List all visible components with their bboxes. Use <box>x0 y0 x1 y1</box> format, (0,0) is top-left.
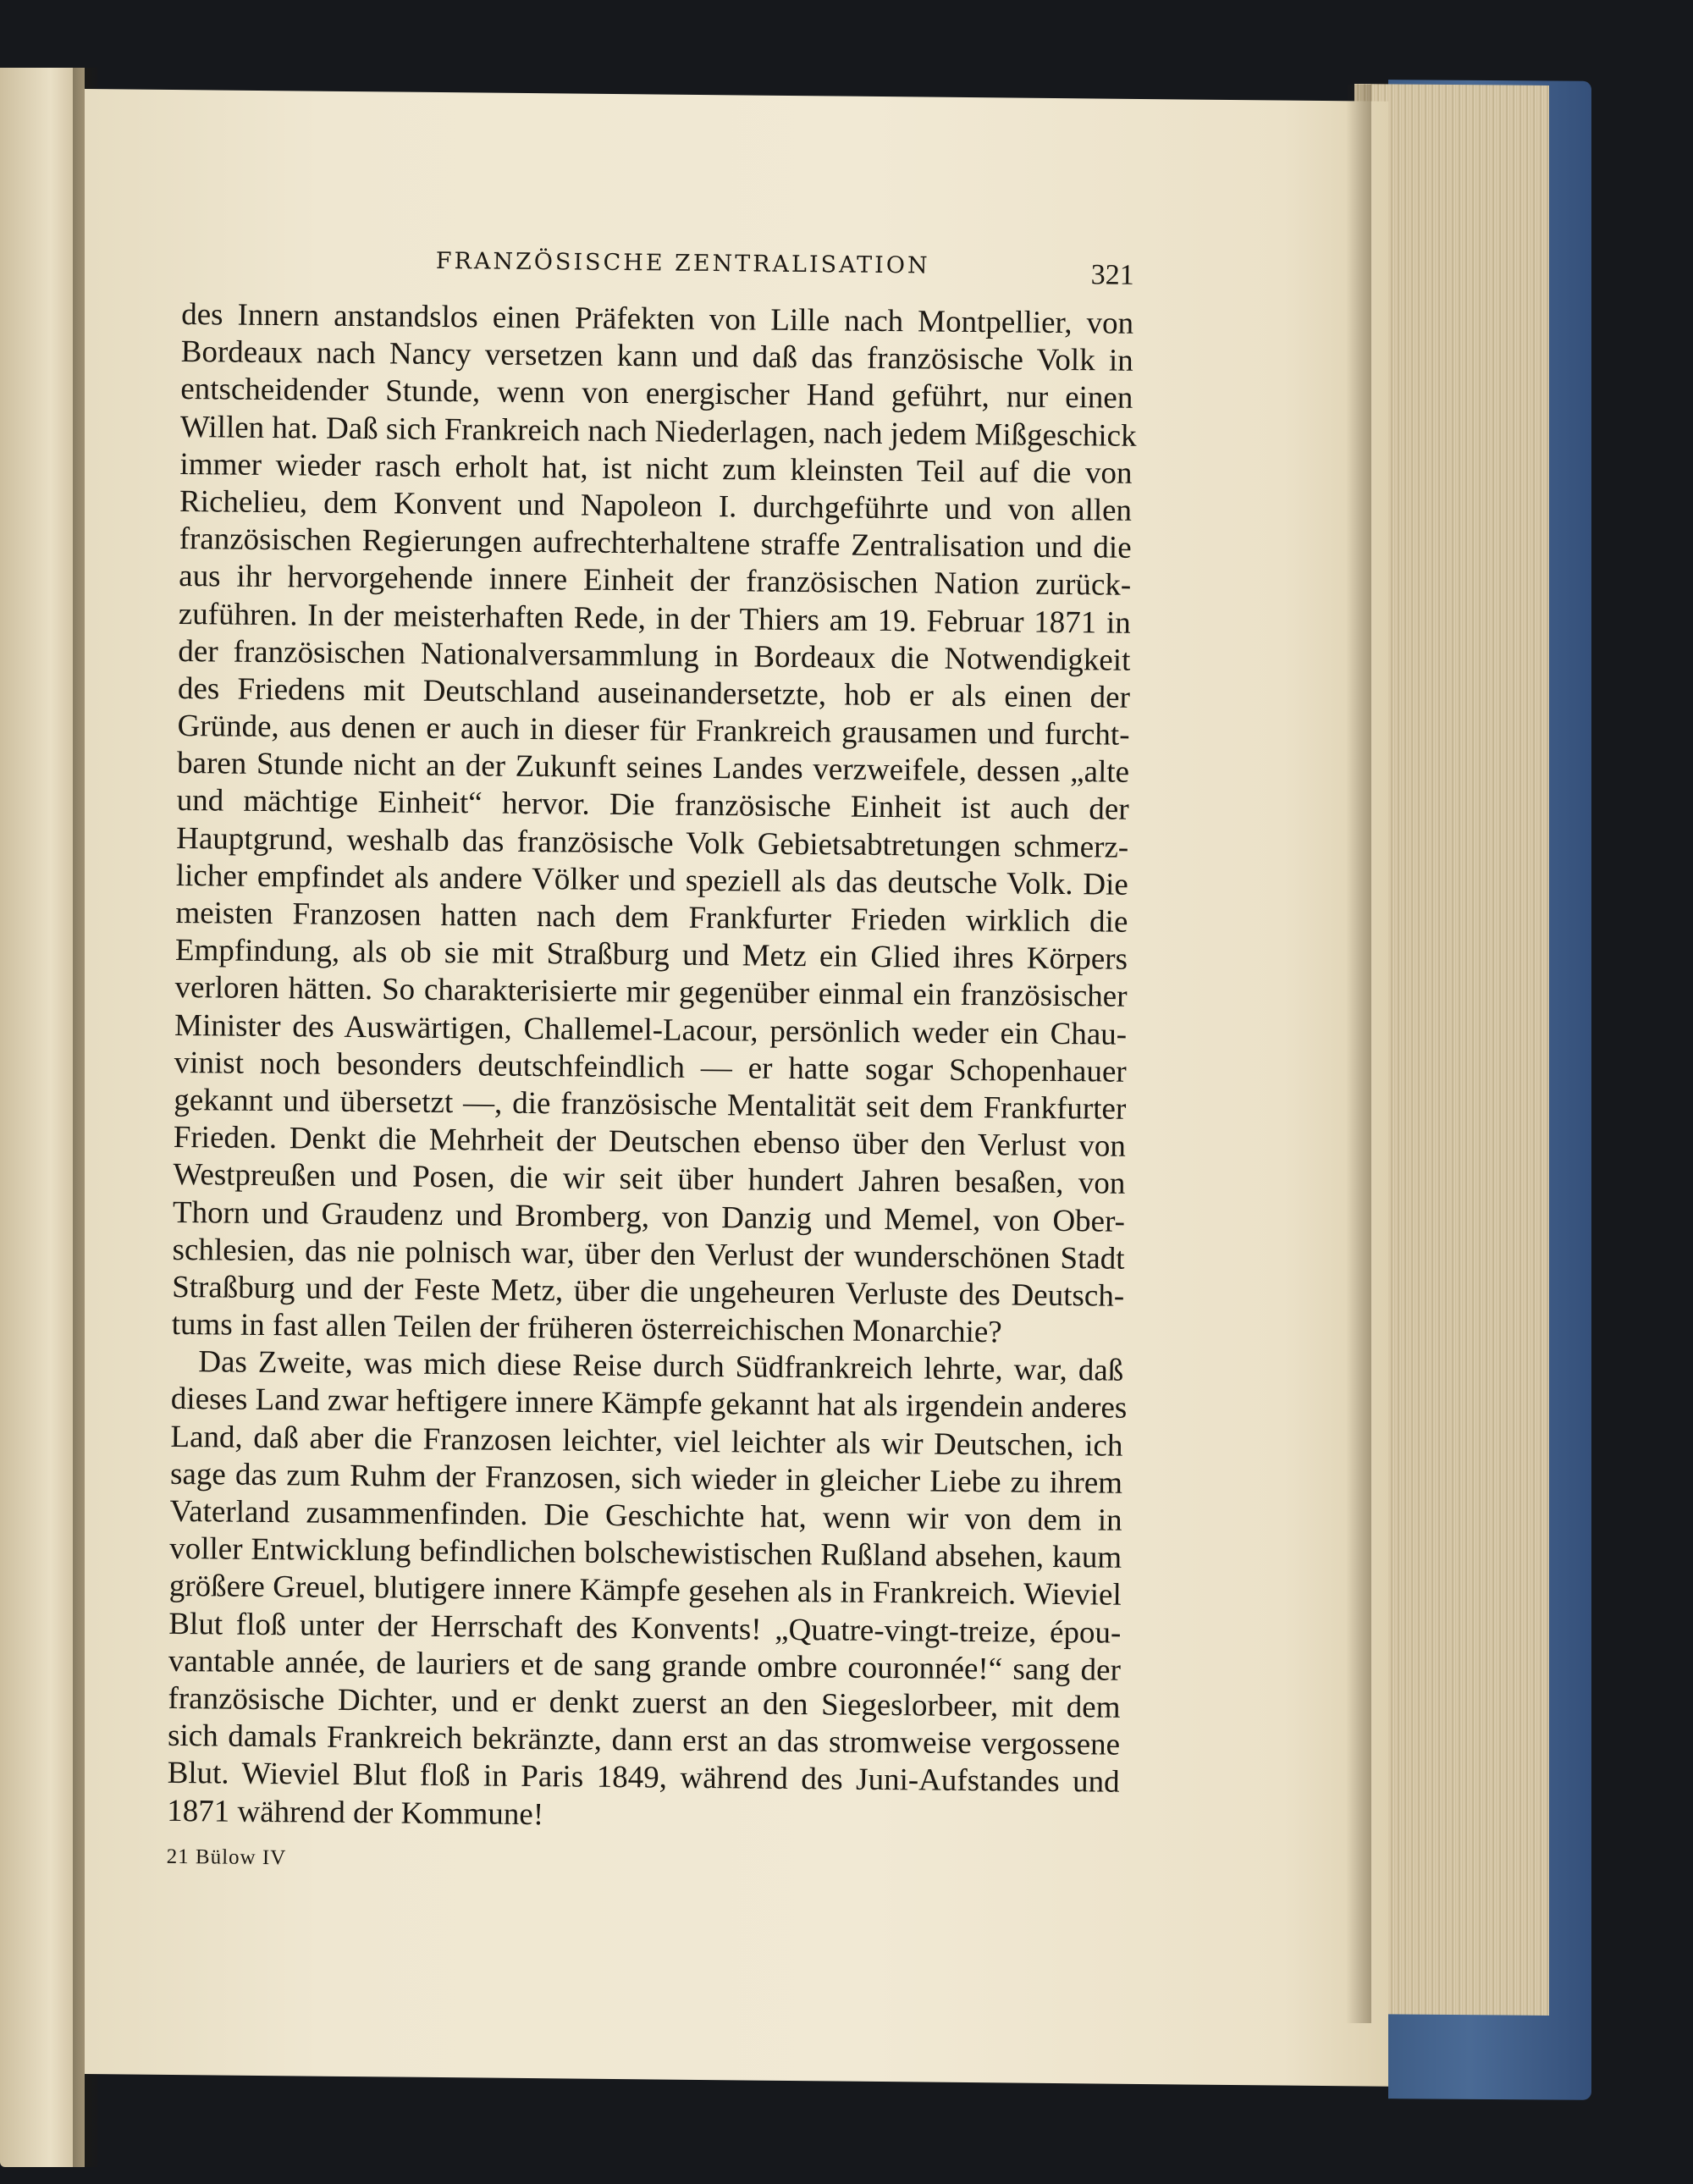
body-text <box>167 296 1137 1839</box>
text-line: Thorn und Graudenz und Bromberg, von Danzig und Memel, von Ober- <box>172 1194 1126 1239</box>
text-line: 1871 während der Kommune! <box>167 1793 544 1832</box>
page-number: 321 <box>1090 259 1134 291</box>
text-line: baren Stunde nicht an der Zukunft seines Landes verzweifele, dessen „alte <box>176 746 1130 791</box>
text-line: verloren hätten. So charakterisierte mir gegenüber einmal ein französischer <box>174 970 1128 1015</box>
text-line: Frieden. Denkt die Mehrheit der Deutschen ebenso über den Verlust von <box>173 1120 1127 1164</box>
signature-mark: 21 Bülow IV <box>166 1845 287 1869</box>
text-line: des Innern anstandslos einen Präfekten von Lille nach Montpellier, von <box>181 296 1134 341</box>
text-line: Willen hat. Daß sich Frankreich nach Niederlagen, nach jedem Mißgeschick <box>179 409 1137 454</box>
text-line: Empfindung, als ob sie mit Straßburg und Metz ein Glied ihres Körpers <box>174 933 1128 977</box>
text-line: aus ihr hervorgehende innere Einheit der französischen Nation zurück- <box>179 559 1132 604</box>
left-facing-page <box>0 68 85 2167</box>
page-text-block <box>166 245 1137 1878</box>
text-line: zuführen. In der meisterhaften Rede, in der Thiers am 19. Februar 1871 in <box>178 596 1131 641</box>
text-line: dieses Land zwar heftigere innere Kämpfe gekannt hat als irgendein anderes <box>170 1382 1128 1426</box>
text-line: sich damals Frankreich bekränzte, dann erst an das stromweise vergossene <box>167 1718 1121 1762</box>
text-line: Straßburg und der Feste Metz, über die ungeheuren Verluste des Deutsch- <box>171 1269 1125 1314</box>
text-line: tums in fast allen Teilen der früheren österreichischen Monarchie? <box>171 1307 1002 1350</box>
text-line: schlesien, das nie polnisch war, über den Verlust der wunderschönen Stadt <box>172 1232 1125 1277</box>
text-line: Minister des Auswärtigen, Challemel-Lacour, persönlich weder ein Chau- <box>174 1007 1128 1052</box>
text-line: vantable année, de lauriers et de sang grande ombre couronnée!“ sang der <box>168 1643 1122 1688</box>
text-line: der französischen Nationalversammlung in Bordeaux die Notwendigkeit <box>178 633 1131 678</box>
text-line: entscheidender Stunde, wenn von energischer Hand geführt, nur einen <box>180 372 1133 416</box>
text-line: sage das zum Ruhm der Franzosen, sich wieder in gleicher Liebe zu ihrem <box>169 1456 1123 1501</box>
text-line: immer wieder rasch erholt hat, ist nicht zum kleinsten Teil auf die von <box>179 446 1133 491</box>
text-line: französischen Regierungen aufrechterhaltene straffe Zentralisation und die <box>179 521 1132 565</box>
text-line: voller Entwicklung befindlichen bolschewistischen Rußland absehen, kaum <box>169 1531 1122 1575</box>
text-line: vinist noch besonders deutschfeindlich — er hatte sogar Schopenhauer <box>174 1045 1127 1089</box>
text-line: französische Dichter, und er denkt zuerst an den Siegeslorbeer, mit dem <box>168 1680 1121 1725</box>
running-head <box>181 245 1134 306</box>
text-line: Blut. Wieviel Blut floß in Paris 1849, während des Juni-Aufstandes und <box>167 1756 1120 1801</box>
running-head-title: FRANZÖSISCHE ZENTRALISATION <box>435 247 930 279</box>
text-line: Vaterland zusammenfinden. Die Geschichte hat, wenn wir von dem in <box>169 1493 1122 1538</box>
text-line: Blut floß unter der Herrschaft des Konvents! „Quatre-vingt-treize, épou- <box>168 1606 1122 1651</box>
text-line: und mächtige Einheit“ hervor. Die französische Einheit ist auch der <box>176 783 1129 828</box>
text-line: Land, daß aber die Franzosen leichter, viel leichter als wir Deutschen, ich <box>170 1419 1123 1464</box>
text-line: des Friedens mit Deutschland auseinandersetzte, hob er als einen der <box>177 670 1131 715</box>
text-line: gekannt und übersetzt —, die französische Mentalität seit dem Frankfurter <box>174 1082 1127 1127</box>
text-line: Richelieu, dem Konvent und Napoleon I. durchgeführte und von allen <box>179 483 1133 528</box>
text-line: licher empfindet als andere Völker und speziell als das deutsche Volk. Die <box>175 858 1129 902</box>
paragraph <box>171 296 1137 1353</box>
text-line: meisten Franzosen hatten nach dem Frankfurter Frieden wirklich die <box>175 895 1128 940</box>
paragraph <box>167 1343 1128 1839</box>
text-line: Hauptgrund, weshalb das französische Volk Gebietsabtretungen schmerz- <box>176 820 1129 865</box>
text-line: Gründe, aus denen er auch in dieser für Frankreich grausamen und furcht- <box>177 709 1130 753</box>
page-edge-shadow <box>1346 85 1371 2023</box>
text-line: Westpreußen und Posen, die wir seit über hundert Jahren besaßen, von <box>173 1157 1126 1202</box>
text-line: größere Greuel, blutigere innere Kämpfe gesehen als in Frankreich. Wieviel <box>168 1569 1122 1613</box>
text-line: Das Zweite, was mich diese Reise durch Südfrankreich lehrte, war, daß <box>198 1344 1124 1388</box>
text-line: Bordeaux nach Nancy versetzen kann und daß das französische Volk in <box>180 334 1133 378</box>
